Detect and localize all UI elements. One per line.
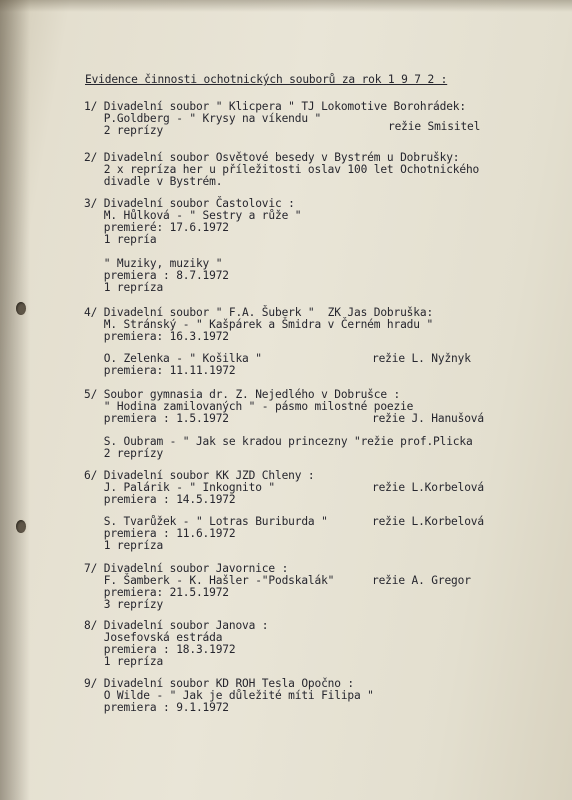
entry-line: premiera : 18.3.1972	[84, 643, 236, 656]
entry-line: premiera : 1.5.1972	[84, 412, 229, 425]
entry-line: Josefovská estráda	[84, 631, 223, 644]
entry-line: premiera : 14.5.1972	[84, 493, 236, 506]
entry-line: " Hodina zamilovaných " - pásmo milostné poezie	[84, 400, 414, 413]
entry-line: P.Goldberg - " Krysy na víkendu "	[84, 112, 322, 125]
entry-line: 2 reprízy	[84, 124, 164, 137]
entry-line: 2 x repríza her u příležitosti oslav 100 let Ochotnického	[84, 163, 480, 176]
entry-line: režie Smisitel	[388, 120, 481, 133]
entry-line: M. Stránský - " Kašpárek a Šmidra v Černém hradu "	[84, 318, 434, 331]
entry-line: 1 repría	[84, 233, 157, 246]
punch-hole	[16, 520, 26, 533]
entry-line: divadle v Bystrém.	[84, 175, 223, 188]
entry-line: 5/ Soubor gymnasia dr. Z. Nejedlého v Dobrušce :	[84, 388, 401, 401]
entry-line: 3 reprízy	[84, 598, 164, 611]
entry-line: 6/ Divadelní soubor KK JZD Chleny :	[84, 469, 315, 482]
entry-line: F. Šamberk - K. Hašler -"Podskalák"	[84, 574, 335, 587]
entry-line: S. Tvarůžek - " Lotras Buriburda "	[84, 515, 328, 528]
entry-line: 1 repríza	[84, 655, 164, 668]
entry-line: 2/ Divadelní soubor Osvětové besedy v Bystrém u Dobrušky:	[84, 151, 460, 164]
entry-line: premieré: 17.6.1972	[84, 221, 229, 234]
entry-line: premiera: 11.11.1972	[84, 364, 236, 377]
punch-hole	[16, 302, 26, 315]
document-heading: Evidence činnosti ochotnických souborů za rok 1 9 7 2 :	[85, 73, 448, 86]
entry-line: " Muziky, muziky "	[84, 257, 223, 270]
entry-line: 1/ Divadelní soubor " Klicpera " TJ Lokomotive Borohrádek:	[84, 100, 466, 113]
page-shadow	[0, 0, 30, 800]
entry-line: režie L.Korbelová	[372, 481, 484, 494]
entry-line: S. Oubram - " Jak se kradou princezny "režie prof.Plicka	[84, 435, 473, 448]
entry-line: režie L. Nyžnyk	[372, 352, 471, 365]
entry-line: 1 repríza	[84, 539, 164, 552]
entry-line: režie J. Hanušová	[372, 412, 484, 425]
entry-line: 1 repríza	[84, 281, 164, 294]
entry-line: režie L.Korbelová	[372, 515, 484, 528]
entry-line: premiera : 8.7.1972	[84, 269, 229, 282]
entry-line: M. Hůlková - " Sestry a růže "	[84, 209, 302, 222]
entry-line: 7/ Divadelní soubor Javornice :	[84, 562, 289, 575]
page-edge	[0, 0, 572, 12]
entry-line: 8/ Divadelní soubor Janova :	[84, 619, 269, 632]
entry-line: premiera : 9.1.1972	[84, 701, 229, 714]
entry-line: režie A. Gregor	[372, 574, 471, 587]
entry-line: premiera: 16.3.1972	[84, 330, 229, 343]
entry-line: O Wilde - " Jak je důležité míti Filipa "	[84, 689, 374, 702]
entry-line: 2 reprízy	[84, 447, 164, 460]
entry-line: J. Palárik - " Inkognito "	[84, 481, 275, 494]
entry-line: premiera: 21.5.1972	[84, 586, 229, 599]
entry-line: O. Zelenka - " Košilka "	[84, 352, 262, 365]
entry-line: 4/ Divadelní soubor " F.A. Šuberk " ZK Jas Dobruška:	[84, 306, 434, 319]
entry-line: premiera : 11.6.1972	[84, 527, 236, 540]
entry-line: 3/ Divadelní soubor Častolovic :	[84, 197, 295, 210]
entry-line: 9/ Divadelní soubor KD ROH Tesla Opočno :	[84, 677, 355, 690]
